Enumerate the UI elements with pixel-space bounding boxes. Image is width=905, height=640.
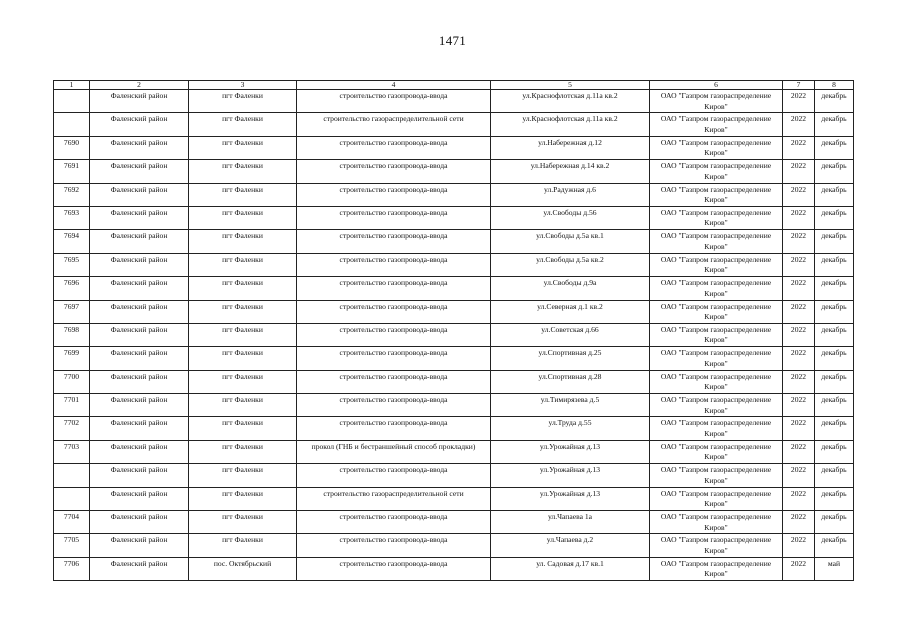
row-number-cell — [54, 113, 90, 136]
table-row — [54, 183, 854, 206]
table-row — [54, 230, 854, 253]
organization-cell: ОАО "Газпром газораспределение Киров" — [650, 394, 783, 417]
row-number-cell: 7697 — [54, 300, 90, 323]
settlement-cell: пгт Фаленки — [189, 230, 297, 253]
work-type-cell: строительство газопровода-ввода — [297, 323, 491, 346]
address-cell: ул.Советская д.66 — [491, 323, 650, 346]
work-type-cell: строительство газопровода-ввода — [297, 230, 491, 253]
table-row — [54, 440, 854, 463]
table-row — [54, 511, 854, 534]
district-cell: Фаленский район — [90, 347, 189, 370]
address-cell: ул.Радужная д.6 — [491, 183, 650, 206]
organization-cell: ОАО "Газпром газораспределение Киров" — [650, 347, 783, 370]
work-type-cell: строительство газопровода-ввода — [297, 253, 491, 276]
settlement-cell: пгт Фаленки — [189, 206, 297, 229]
row-number-cell: 7700 — [54, 370, 90, 393]
row-number-cell: 7699 — [54, 347, 90, 370]
address-cell: ул.Свободы д.9а — [491, 277, 650, 300]
work-type-cell: строительство газопровода-ввода — [297, 557, 491, 580]
organization-cell: ОАО "Газпром газораспределение Киров" — [650, 300, 783, 323]
row-number-cell: 7698 — [54, 323, 90, 346]
settlement-cell: пгт Фаленки — [189, 370, 297, 393]
organization-cell: ОАО "Газпром газораспределение Киров" — [650, 230, 783, 253]
table-row — [54, 113, 854, 136]
settlement-cell: пгт Фаленки — [189, 487, 297, 510]
year-cell: 2022 — [783, 440, 815, 463]
work-type-cell: строительство газопровода-ввода — [297, 183, 491, 206]
district-cell: Фаленский район — [90, 417, 189, 440]
year-cell: 2022 — [783, 464, 815, 487]
address-cell: ул.Свободы д.56 — [491, 206, 650, 229]
settlement-cell: пгт Фаленки — [189, 183, 297, 206]
row-number-cell: 7706 — [54, 557, 90, 580]
row-number-cell: 7703 — [54, 440, 90, 463]
address-cell: ул.Урожайная д.13 — [491, 440, 650, 463]
year-cell: 2022 — [783, 183, 815, 206]
table-row — [54, 206, 854, 229]
work-type-cell: строительство газораспределительной сети — [297, 113, 491, 136]
month-cell: декабрь — [815, 90, 854, 113]
address-cell: ул.Урожайная д.13 — [491, 487, 650, 510]
district-cell: Фаленский район — [90, 464, 189, 487]
address-cell: ул.Краснофлотская д.11а кв.2 — [491, 90, 650, 113]
row-number-cell: 7705 — [54, 534, 90, 557]
settlement-cell: пгт Фаленки — [189, 534, 297, 557]
district-cell: Фаленский район — [90, 487, 189, 510]
organization-cell: ОАО "Газпром газораспределение Киров" — [650, 534, 783, 557]
table-row — [54, 534, 854, 557]
year-cell: 2022 — [783, 160, 815, 183]
address-cell: ул.Краснофлотская д.11а кв.2 — [491, 113, 650, 136]
year-cell: 2022 — [783, 113, 815, 136]
work-type-cell: строительство газопровода-ввода — [297, 277, 491, 300]
registry-table — [53, 80, 854, 581]
work-type-cell: строительство газопровода-ввода — [297, 511, 491, 534]
address-cell: ул.Свободы д.5а кв.2 — [491, 253, 650, 276]
month-cell: декабрь — [815, 206, 854, 229]
work-type-cell: строительство газораспределительной сети — [297, 487, 491, 510]
district-cell: Фаленский район — [90, 206, 189, 229]
work-type-cell: строительство газопровода-ввода — [297, 300, 491, 323]
month-cell: май — [815, 557, 854, 580]
organization-cell: ОАО "Газпром газораспределение Киров" — [650, 277, 783, 300]
work-type-cell: строительство газопровода-ввода — [297, 464, 491, 487]
settlement-cell: пгт Фаленки — [189, 300, 297, 323]
month-cell: декабрь — [815, 253, 854, 276]
district-cell: Фаленский район — [90, 277, 189, 300]
year-cell: 2022 — [783, 300, 815, 323]
work-type-cell: строительство газопровода-ввода — [297, 534, 491, 557]
year-cell: 2022 — [783, 90, 815, 113]
month-cell: декабрь — [815, 160, 854, 183]
column-number: 1 — [54, 81, 90, 90]
work-type-cell: строительство газопровода-ввода — [297, 160, 491, 183]
row-number-cell: 7691 — [54, 160, 90, 183]
settlement-cell: пгт Фаленки — [189, 253, 297, 276]
month-cell: декабрь — [815, 464, 854, 487]
row-number-cell — [54, 90, 90, 113]
address-cell: ул.Набережная д.14 кв.2 — [491, 160, 650, 183]
table-row — [54, 253, 854, 276]
address-cell: ул.Чапаева 1а — [491, 511, 650, 534]
district-cell: Фаленский район — [90, 370, 189, 393]
work-type-cell: строительство газопровода-ввода — [297, 347, 491, 370]
organization-cell: ОАО "Газпром газораспределение Киров" — [650, 323, 783, 346]
column-number-row — [54, 81, 854, 90]
year-cell: 2022 — [783, 417, 815, 440]
table-row — [54, 277, 854, 300]
row-number-cell: 7701 — [54, 394, 90, 417]
district-cell: Фаленский район — [90, 557, 189, 580]
column-number: 2 — [90, 81, 189, 90]
address-cell: ул.Северная д.1 кв.2 — [491, 300, 650, 323]
work-type-cell: прокол (ГНБ и бестраншейный способ прокладки) — [297, 440, 491, 463]
district-cell: Фаленский район — [90, 511, 189, 534]
district-cell: Фаленский район — [90, 136, 189, 159]
year-cell: 2022 — [783, 394, 815, 417]
settlement-cell: пгт Фаленки — [189, 323, 297, 346]
address-cell: ул.Тимирязева д.5 — [491, 394, 650, 417]
district-cell: Фаленский район — [90, 230, 189, 253]
district-cell: Фаленский район — [90, 440, 189, 463]
year-cell: 2022 — [783, 277, 815, 300]
organization-cell: ОАО "Газпром газораспределение Киров" — [650, 417, 783, 440]
row-number-cell: 7704 — [54, 511, 90, 534]
month-cell: декабрь — [815, 370, 854, 393]
organization-cell: ОАО "Газпром газораспределение Киров" — [650, 511, 783, 534]
settlement-cell: пгт Фаленки — [189, 417, 297, 440]
table-row — [54, 300, 854, 323]
row-number-cell: 7690 — [54, 136, 90, 159]
row-number-cell — [54, 487, 90, 510]
settlement-cell: пгт Фаленки — [189, 90, 297, 113]
table-row — [54, 136, 854, 159]
address-cell: ул.Свободы д.5а кв.1 — [491, 230, 650, 253]
address-cell: ул.Набережная д.12 — [491, 136, 650, 159]
work-type-cell: строительство газопровода-ввода — [297, 90, 491, 113]
organization-cell: ОАО "Газпром газораспределение Киров" — [650, 183, 783, 206]
table-row — [54, 487, 854, 510]
month-cell: декабрь — [815, 230, 854, 253]
row-number-cell — [54, 464, 90, 487]
year-cell: 2022 — [783, 347, 815, 370]
table-row — [54, 323, 854, 346]
table-row — [54, 370, 854, 393]
work-type-cell: строительство газопровода-ввода — [297, 136, 491, 159]
month-cell: декабрь — [815, 113, 854, 136]
organization-cell: ОАО "Газпром газораспределение Киров" — [650, 487, 783, 510]
month-cell: декабрь — [815, 300, 854, 323]
month-cell: декабрь — [815, 394, 854, 417]
row-number-cell: 7696 — [54, 277, 90, 300]
year-cell: 2022 — [783, 230, 815, 253]
month-cell: декабрь — [815, 487, 854, 510]
column-number: 8 — [815, 81, 854, 90]
settlement-cell: пгт Фаленки — [189, 464, 297, 487]
month-cell: декабрь — [815, 417, 854, 440]
organization-cell: ОАО "Газпром газораспределение Киров" — [650, 253, 783, 276]
organization-cell: ОАО "Газпром газораспределение Киров" — [650, 113, 783, 136]
column-number: 6 — [650, 81, 783, 90]
district-cell: Фаленский район — [90, 113, 189, 136]
address-cell: ул.Труда д.55 — [491, 417, 650, 440]
row-number-cell: 7693 — [54, 206, 90, 229]
organization-cell: ОАО "Газпром газораспределение Киров" — [650, 440, 783, 463]
column-number: 7 — [783, 81, 815, 90]
organization-cell: ОАО "Газпром газораспределение Киров" — [650, 160, 783, 183]
settlement-cell: пгт Фаленки — [189, 277, 297, 300]
work-type-cell: строительство газопровода-ввода — [297, 206, 491, 229]
district-cell: Фаленский район — [90, 183, 189, 206]
month-cell: декабрь — [815, 277, 854, 300]
row-number-cell: 7694 — [54, 230, 90, 253]
month-cell: декабрь — [815, 440, 854, 463]
district-cell: Фаленский район — [90, 394, 189, 417]
table-row — [54, 347, 854, 370]
year-cell: 2022 — [783, 487, 815, 510]
work-type-cell: строительство газопровода-ввода — [297, 417, 491, 440]
month-cell: декабрь — [815, 511, 854, 534]
table-row — [54, 557, 854, 580]
column-number: 3 — [189, 81, 297, 90]
month-cell: декабрь — [815, 136, 854, 159]
organization-cell: ОАО "Газпром газораспределение Киров" — [650, 90, 783, 113]
year-cell: 2022 — [783, 534, 815, 557]
column-number: 5 — [491, 81, 650, 90]
address-cell: ул.Урожайная д.13 — [491, 464, 650, 487]
row-number-cell: 7692 — [54, 183, 90, 206]
organization-cell: ОАО "Газпром газораспределение Киров" — [650, 464, 783, 487]
table-row — [54, 90, 854, 113]
address-cell: ул.Спортивная д.25 — [491, 347, 650, 370]
year-cell: 2022 — [783, 511, 815, 534]
row-number-cell: 7702 — [54, 417, 90, 440]
settlement-cell: пгт Фаленки — [189, 160, 297, 183]
district-cell: Фаленский район — [90, 253, 189, 276]
year-cell: 2022 — [783, 206, 815, 229]
year-cell: 2022 — [783, 557, 815, 580]
organization-cell: ОАО "Газпром газораспределение Киров" — [650, 370, 783, 393]
month-cell: декабрь — [815, 323, 854, 346]
column-number: 4 — [297, 81, 491, 90]
page-number: 1471 — [438, 33, 467, 48]
settlement-cell: пос. Октябрьский — [189, 557, 297, 580]
address-cell: ул.Чапаева д.2 — [491, 534, 650, 557]
year-cell: 2022 — [783, 370, 815, 393]
district-cell: Фаленский район — [90, 90, 189, 113]
year-cell: 2022 — [783, 253, 815, 276]
district-cell: Фаленский район — [90, 300, 189, 323]
table-row — [54, 394, 854, 417]
organization-cell: ОАО "Газпром газораспределение Киров" — [650, 136, 783, 159]
settlement-cell: пгт Фаленки — [189, 113, 297, 136]
address-cell: ул.Спортивная д.28 — [491, 370, 650, 393]
organization-cell: ОАО "Газпром газораспределение Киров" — [650, 557, 783, 580]
district-cell: Фаленский район — [90, 160, 189, 183]
month-cell: декабрь — [815, 534, 854, 557]
work-type-cell: строительство газопровода-ввода — [297, 370, 491, 393]
organization-cell: ОАО "Газпром газораспределение Киров" — [650, 206, 783, 229]
settlement-cell: пгт Фаленки — [189, 394, 297, 417]
month-cell: декабрь — [815, 347, 854, 370]
settlement-cell: пгт Фаленки — [189, 440, 297, 463]
month-cell: декабрь — [815, 183, 854, 206]
district-cell: Фаленский район — [90, 534, 189, 557]
settlement-cell: пгт Фаленки — [189, 136, 297, 159]
table-row — [54, 417, 854, 440]
settlement-cell: пгт Фаленки — [189, 511, 297, 534]
table-row — [54, 160, 854, 183]
year-cell: 2022 — [783, 136, 815, 159]
year-cell: 2022 — [783, 323, 815, 346]
settlement-cell: пгт Фаленки — [189, 347, 297, 370]
row-number-cell: 7695 — [54, 253, 90, 276]
address-cell: ул. Садовая д.17 кв.1 — [491, 557, 650, 580]
district-cell: Фаленский район — [90, 323, 189, 346]
table-row — [54, 464, 854, 487]
work-type-cell: строительство газопровода-ввода — [297, 394, 491, 417]
